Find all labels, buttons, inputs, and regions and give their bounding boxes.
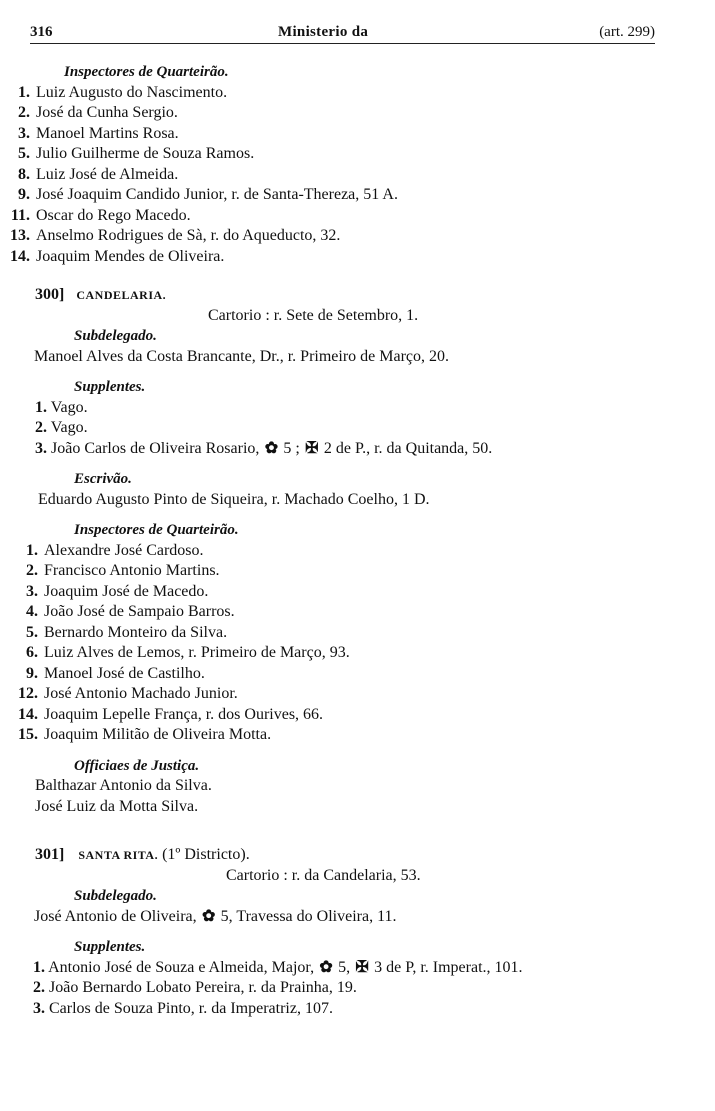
list-item: 3. João Carlos de Oliveira Rosario, ✿ 5 ; ✠ 2 de P., r. da Quitanda, 50. — [0, 439, 715, 460]
item-number: 9. — [26, 664, 38, 682]
list-item — [0, 103, 715, 124]
subdelegado-entry: José Antonio de Oliveira, ✿ 5, Travessa do Oliveira, 11. — [0, 907, 715, 928]
item-text: Bernardo Monteiro da Silva. — [44, 623, 228, 641]
rose-order-icon: ✿ — [319, 958, 333, 976]
escrivao-heading: Escrivão. — [74, 471, 132, 487]
list-item: 1. Antonio José de Souza e Almeida, Major, ✿ 5, ✠ 3 de P, r. Imperat., 101. — [0, 958, 715, 979]
subdelegado-heading: Subdelegado. — [74, 888, 157, 904]
item-text: Joaquim Lepelle França, r. dos Ourives, 66. — [44, 705, 324, 723]
district-label: (1º Districto). — [162, 846, 250, 863]
header-rule — [30, 43, 655, 44]
list-item — [0, 623, 715, 644]
article-reference: (art. 299) — [599, 24, 655, 40]
item-number: 13. — [10, 227, 30, 244]
running-title: Ministerio da — [278, 24, 369, 40]
section-number: 300] — [35, 286, 65, 303]
list-item — [0, 684, 715, 705]
item-text: Manoel Martins Rosa. — [36, 124, 179, 142]
list-item — [0, 643, 715, 664]
item-text: Alexandre José Cardoso. — [44, 541, 204, 559]
subdelegado-entry: Manoel Alves da Costa Brancante, Dr., r. Primeiro de Março, 20. — [34, 347, 450, 365]
cartorio-line: Cartorio : r. da Candelaria, 53. — [226, 866, 421, 884]
list-item: 1. Vago. — [35, 398, 88, 416]
list-item: 2. Vago. — [35, 419, 88, 436]
item-text: Manoel José de Castilho. — [44, 664, 205, 682]
list-item — [0, 165, 715, 186]
rose-order-icon: ✿ — [264, 439, 279, 457]
item-number: 8. — [18, 165, 30, 183]
item-text: Luiz José de Almeida. — [36, 165, 179, 183]
list-item — [0, 226, 715, 247]
escrivao-entry: Eduardo Augusto Pinto de Siqueira, r. Machado Coelho, 1 D. — [38, 490, 430, 508]
page-body — [0, 62, 715, 1019]
item-number: 5. — [18, 145, 30, 162]
item-number: 6. — [26, 644, 38, 661]
list-item — [0, 247, 715, 268]
item-number: 12. — [18, 685, 38, 702]
item-text: João José de Sampaio Barros. — [44, 603, 235, 620]
list-item — [0, 144, 715, 165]
item-number: 11. — [10, 206, 30, 224]
item-number: 1. — [26, 541, 38, 559]
list-item: 3. Carlos de Souza Pinto, r. da Imperatriz, 107. — [33, 999, 333, 1017]
inspectores-list — [0, 83, 715, 268]
item-text: Luiz Augusto do Nascimento. — [36, 83, 228, 101]
item-number: 1. — [18, 83, 30, 101]
item-number: 3. — [18, 124, 30, 142]
item-number: 2. — [26, 562, 38, 579]
list-item — [0, 602, 715, 623]
officiaes-heading: Officiaes de Justiça. — [74, 757, 200, 774]
list-item: 2. João Bernardo Lobato Pereira, r. da Prainha, 19. — [33, 979, 357, 996]
rose-order-icon: ✿ — [201, 907, 216, 925]
section-name: CANDELARIA. — [76, 288, 167, 302]
item-number: 3. — [26, 582, 38, 600]
inspectores-heading: Inspectores de Quarteirão. — [74, 522, 239, 538]
page-header — [30, 24, 655, 44]
list-item — [0, 705, 715, 726]
item-number: 14. — [10, 247, 30, 265]
item-number: 5. — [26, 623, 38, 641]
supplentes-heading: Supplentes. — [74, 379, 146, 395]
section-301-heading — [0, 845, 715, 866]
item-text: José da Cunha Sergio. — [36, 104, 178, 121]
christ-cross-icon: ✠ — [305, 439, 319, 457]
item-text: Luiz Alves de Lemos, r. Primeiro de Março, 93. — [44, 644, 350, 661]
item-text: Francisco Antonio Martins. — [44, 562, 220, 579]
item-text: Anselmo Rodrigues de Sà, r. do Aqueducto, 32. — [36, 227, 341, 244]
section-300-heading — [0, 285, 715, 306]
cartorio-line: Cartorio : r. Sete de Setembro, 1. — [208, 306, 419, 324]
officiaes-entry: José Luiz da Motta Silva. — [35, 797, 199, 815]
item-text: José Antonio Machado Junior. — [44, 685, 238, 702]
item-number: 14. — [18, 705, 38, 723]
list-item — [0, 561, 715, 582]
christ-cross-icon: ✠ — [355, 958, 369, 976]
list-item — [0, 664, 715, 685]
supplentes-heading: Supplentes. — [74, 939, 146, 955]
subdelegado-heading: Subdelegado. — [74, 328, 157, 344]
list-item — [0, 185, 715, 206]
list-item — [0, 83, 715, 104]
section-number: 301] — [35, 846, 65, 863]
item-text: Joaquim Mendes de Oliveira. — [36, 247, 225, 265]
section-name: SANTA RITA. — [78, 848, 159, 862]
list-item — [0, 725, 715, 746]
list-item — [0, 541, 715, 562]
list-item — [0, 124, 715, 145]
item-text: Oscar do Rego Macedo. — [36, 206, 191, 224]
item-text: José Joaquim Candido Junior, r. de Santa-Thereza, 51 A. — [36, 186, 398, 203]
item-number: 15. — [18, 726, 38, 743]
section-heading: Inspectores de Quarteirão. — [64, 64, 229, 80]
item-text: Joaquim Militão de Oliveira Motta. — [44, 726, 272, 743]
item-text: Joaquim José de Macedo. — [44, 582, 209, 600]
item-number: 2. — [18, 104, 30, 121]
page-number: 316 — [30, 24, 53, 40]
item-number: 4. — [26, 603, 38, 620]
item-text: Julio Guilherme de Souza Ramos. — [36, 145, 255, 162]
inspectores-list — [0, 541, 715, 746]
list-item — [0, 206, 715, 227]
list-item — [0, 582, 715, 603]
item-number: 9. — [18, 186, 30, 203]
officiaes-entry: Balthazar Antonio da Silva. — [35, 777, 212, 794]
